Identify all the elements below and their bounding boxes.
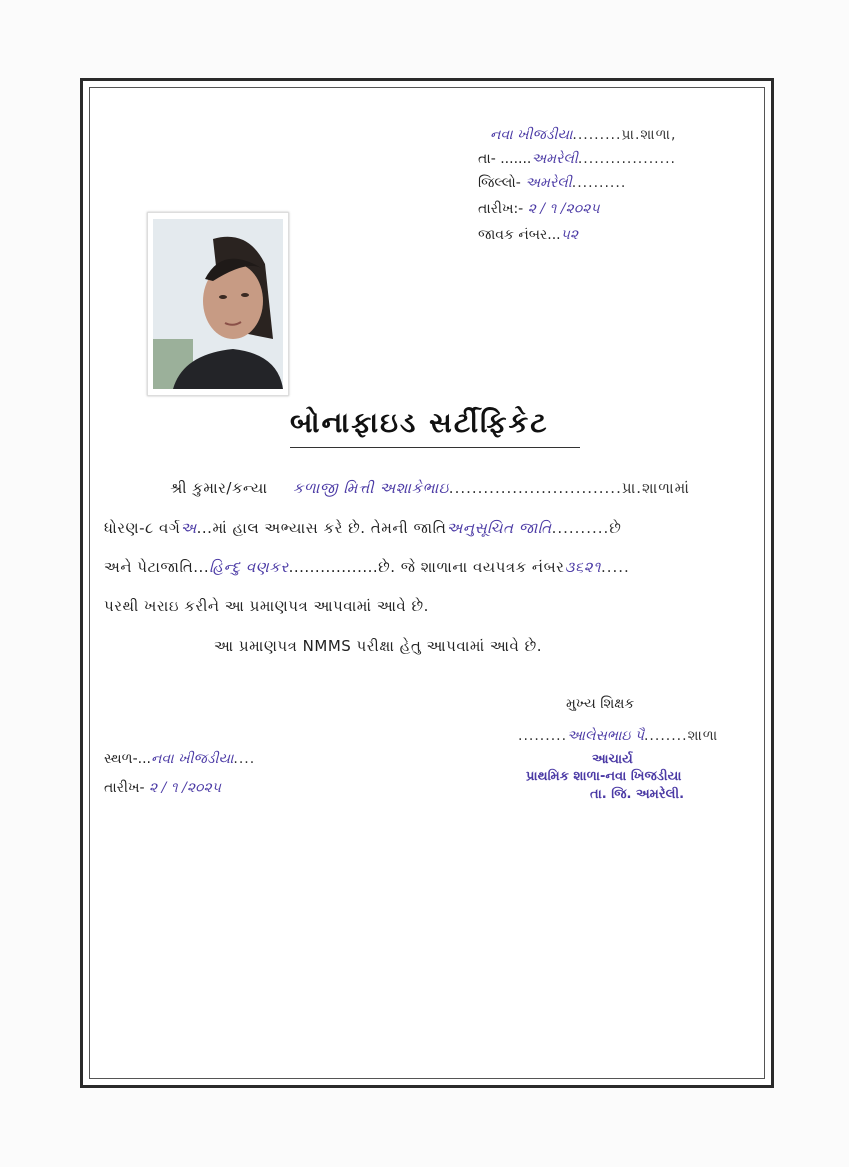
- district-label: જિલ્લો-: [478, 175, 521, 191]
- student-label: શ્રી કુમાર/કન્યા: [170, 479, 268, 497]
- school-name-suffix: .........પ્રા.શાળા,: [572, 127, 677, 143]
- outward-number-label: જાવક નંબર...: [478, 227, 561, 243]
- signature-handwritten: આલેસભાઇ પૈ: [567, 728, 644, 744]
- district-dots: ..........: [571, 175, 627, 191]
- school-name-handwritten: નવા ખીજડીયા: [490, 127, 573, 143]
- header-date-handwritten: ૨ / ૧ /૨૦૨૫: [527, 201, 600, 217]
- school-name-line: [490, 126, 676, 144]
- place-line: [104, 750, 255, 768]
- header-date-line: [478, 200, 600, 218]
- register-number-handwritten: ૩૬૨૧: [564, 558, 601, 576]
- taluka-dots: ..................: [577, 151, 676, 167]
- student-name-handwritten: કળાજી મિત્તી અશાકેભાઇ: [292, 479, 449, 497]
- body-line-1: [170, 478, 690, 498]
- standard-label: ધોરણ-૮ વર્ગ: [104, 519, 181, 537]
- subcaste-label: અને પેટાજાતિ...: [104, 558, 210, 576]
- taluka-label: તા- .......: [478, 151, 532, 167]
- body-line-5: આ પ્રમાણપત્ર NMMS પરીક્ષા હેતુ આપવામાં આવે છે.: [214, 637, 542, 655]
- stamp-title: આચાર્ય: [592, 752, 633, 767]
- stamp-line-2: તા. જિ. અમરેલી.: [590, 787, 685, 802]
- body-line-3: [104, 557, 630, 577]
- headmaster-role: મુખ્ય શિક્ષક: [566, 696, 635, 712]
- stamp-line-1: પ્રાથમિક શાળા-નવા ખિજડીયા: [526, 769, 682, 784]
- header-date-label: તારીખ:-: [478, 201, 524, 217]
- place-dots: ....: [233, 751, 256, 767]
- subcaste-handwritten: હિન્દુ વણકર: [209, 558, 289, 576]
- signature-prefix: .........: [518, 728, 568, 744]
- student-photo-frame: [147, 212, 289, 396]
- signature-suffix: ........શાળા: [643, 728, 719, 744]
- place-label: સ્થળ-...: [104, 751, 151, 767]
- student-photo: [153, 219, 283, 389]
- body-line-2: [104, 518, 622, 538]
- place-handwritten: નવા ખીજડીયા: [151, 751, 234, 767]
- school-suffix-text: ..............................પ્રા.શાળામાં: [448, 479, 690, 497]
- district-handwritten: અમરેલી: [525, 175, 572, 191]
- outward-number-handwritten: ૫૨: [560, 227, 579, 243]
- certificate-title: બોનાફાઇડ સર્ટીફિકેટ: [290, 406, 549, 439]
- signature-line: [518, 727, 718, 745]
- outward-number-line: [478, 226, 578, 244]
- caste-handwritten: અનુસૂચિત જાતિ: [446, 519, 552, 537]
- title-underline: [290, 447, 580, 448]
- body-line-4: પરથી ખરાઇ કરીને આ પ્રમાણપત્ર આપવામાં આવે છે.: [104, 597, 429, 615]
- footer-date-line: [104, 779, 221, 797]
- taluka-line: [478, 150, 676, 168]
- division-handwritten: અ: [180, 519, 197, 537]
- district-line: [478, 174, 626, 192]
- caste-label: ...માં હાલ અભ્યાસ કરે છે. તેમની જાતિ: [196, 519, 447, 537]
- taluka-handwritten: અમરેલી: [531, 151, 578, 167]
- register-label: .................છે. જે શાળાના વયપત્રક નંબર: [288, 558, 565, 576]
- footer-date-label: તારીખ-: [104, 780, 145, 796]
- student-photo-image: [153, 219, 283, 389]
- caste-suffix: ..........છે: [551, 519, 622, 537]
- footer-date-handwritten: ૨ / ૧ /૨૦૨૫: [148, 780, 221, 796]
- register-suffix: .....: [600, 558, 630, 576]
